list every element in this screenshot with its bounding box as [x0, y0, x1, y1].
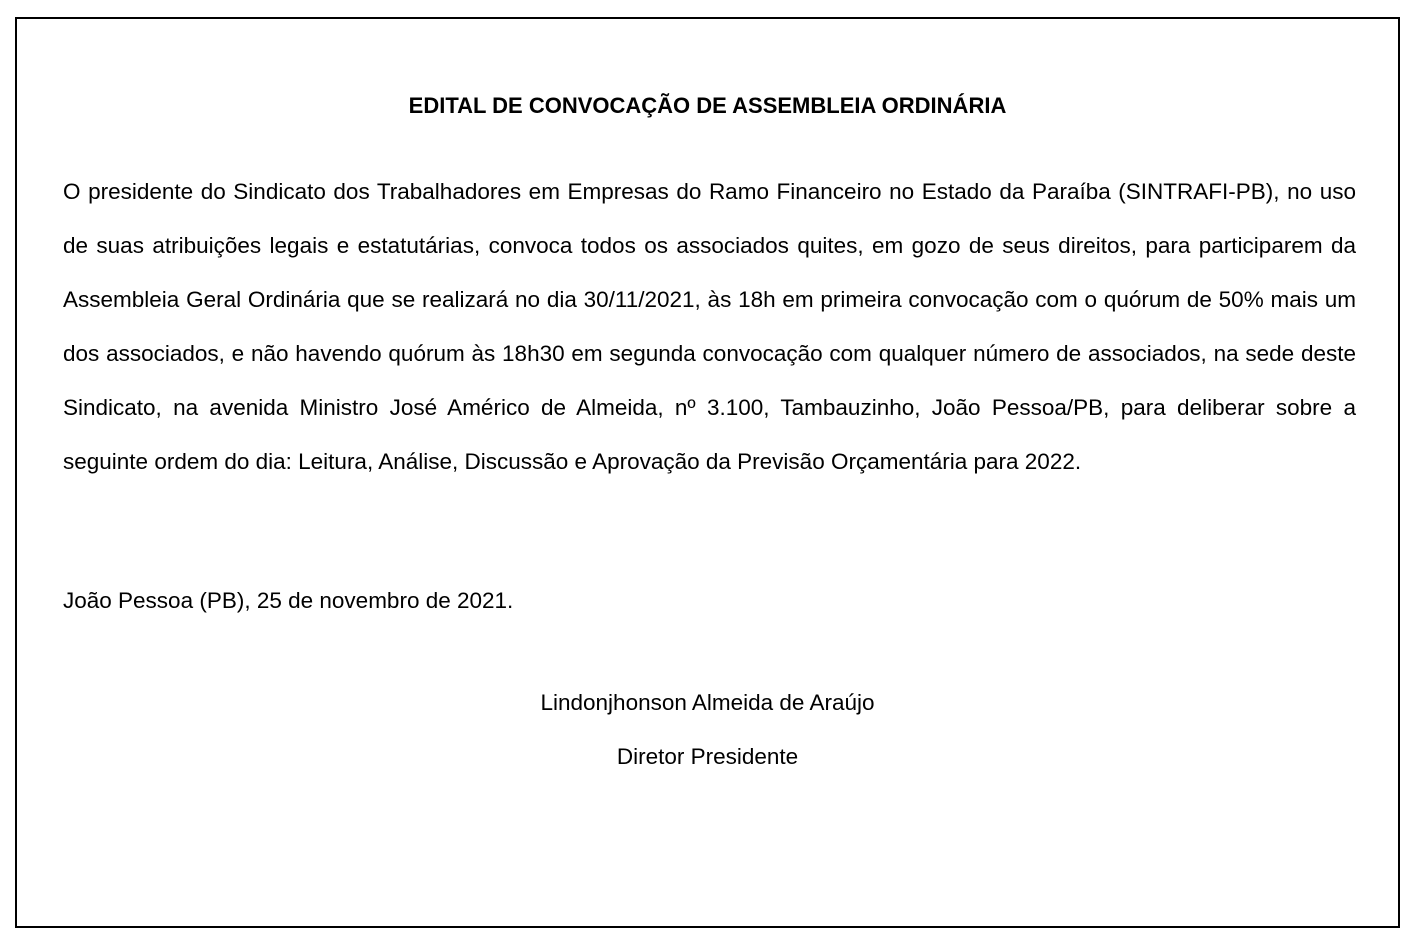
signatory-role: Diretor Presidente — [616, 744, 799, 769]
document-border — [15, 17, 1400, 928]
signatory-name: Lindonjhonson Almeida de Araújo — [540, 690, 875, 715]
place-and-date: João Pessoa (PB), 25 de novembro de 2021. — [63, 588, 514, 613]
document-title: EDITAL DE CONVOCAÇÃO DE ASSEMBLEIA ORDINÁRIA — [408, 93, 1007, 118]
convocation-body: O presidente do Sindicato dos Trabalhadores em Empresas do Ramo Financeiro no Estado da Paraíba (SINTRAFI-PB), no uso de suas atribuições legais e estatutárias, convoca todos os associados quites, em gozo de seus direitos, para participarem da Assembleia Geral Ordinária que se realizará no dia 30/11/2021, às 18h em primeira convocação com o quórum de 50% mais um dos associados, e não havendo quórum às 18h30 em segunda convocação com qualquer número de associados, na sede deste Sindicato, na avenida Ministro José Américo de Almeida, nº 3.100, Tambauzinho, João Pessoa/PB, para deliberar sobre a seguinte ordem do dia: Leitura, Análise, Discussão e Aprovação da Previsão Orçamentária para 2022. — [63, 179, 1356, 474]
signature-block — [17, 676, 1398, 784]
